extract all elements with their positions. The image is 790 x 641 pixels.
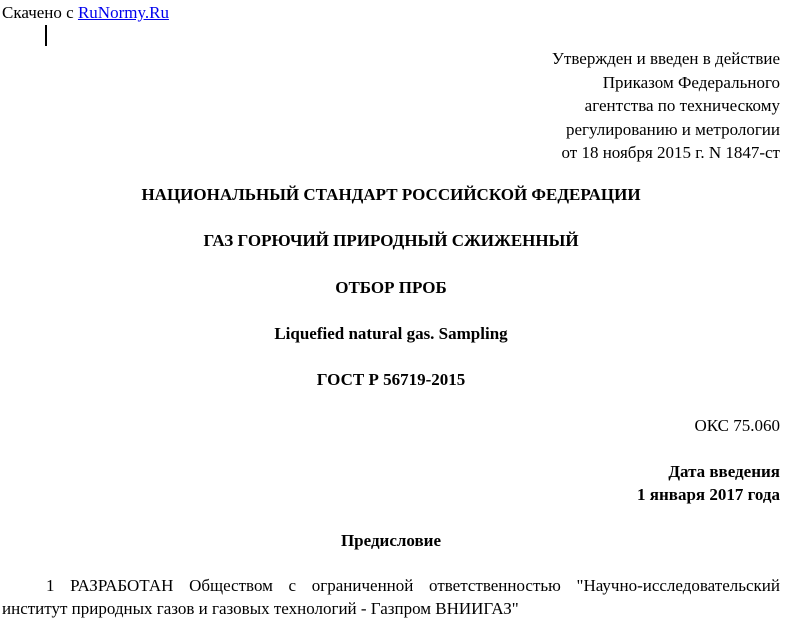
approval-line-3: агентства по техническому xyxy=(584,96,780,115)
introduction-date-label: Дата введения xyxy=(668,462,780,481)
download-source-prefix: Скачено с xyxy=(2,3,78,22)
runormy-link[interactable]: RuNormy.Ru xyxy=(77,3,169,22)
approval-line-2: Приказом Федерального xyxy=(602,72,780,92)
approval-line-5: от 18 ноября 2015 г. N 1847-ст xyxy=(561,143,780,162)
approval-line-1: Утвержден и введен в действие xyxy=(551,49,780,68)
oks-code: ОКС 75.060 xyxy=(694,416,780,435)
text-cursor xyxy=(45,25,47,46)
foreword-heading: Предисловие xyxy=(340,531,442,550)
national-standard-heading: НАЦИОНАЛЬНЫЙ СТАНДАРТ РОССИЙСКОЙ ФЕДЕРАЦИИ xyxy=(141,185,641,204)
introduction-date: 1 января 2017 года xyxy=(637,485,780,504)
standard-subject-title: ГАЗ ГОРЮЧИЙ ПРИРОДНЫЙ СЖИЖЕННЫЙ xyxy=(203,231,579,250)
download-source-line xyxy=(2,3,169,23)
approval-line-4: регулированию и метрологии xyxy=(565,119,780,139)
gost-number: ГОСТ Р 56719-2015 xyxy=(316,370,466,389)
standard-subtitle: ОТБОР ПРОБ xyxy=(335,278,447,297)
english-title: Liquefied natural gas. Sampling xyxy=(274,324,508,343)
approval-block xyxy=(552,47,780,165)
foreword-paragraph-1: 1 РАЗРАБОТАН Обществом с ограниченной ответственностью "Научно-исследовательский институт природных газов и газовых технологий - Газпром ВНИИГАЗ" xyxy=(2,576,780,618)
